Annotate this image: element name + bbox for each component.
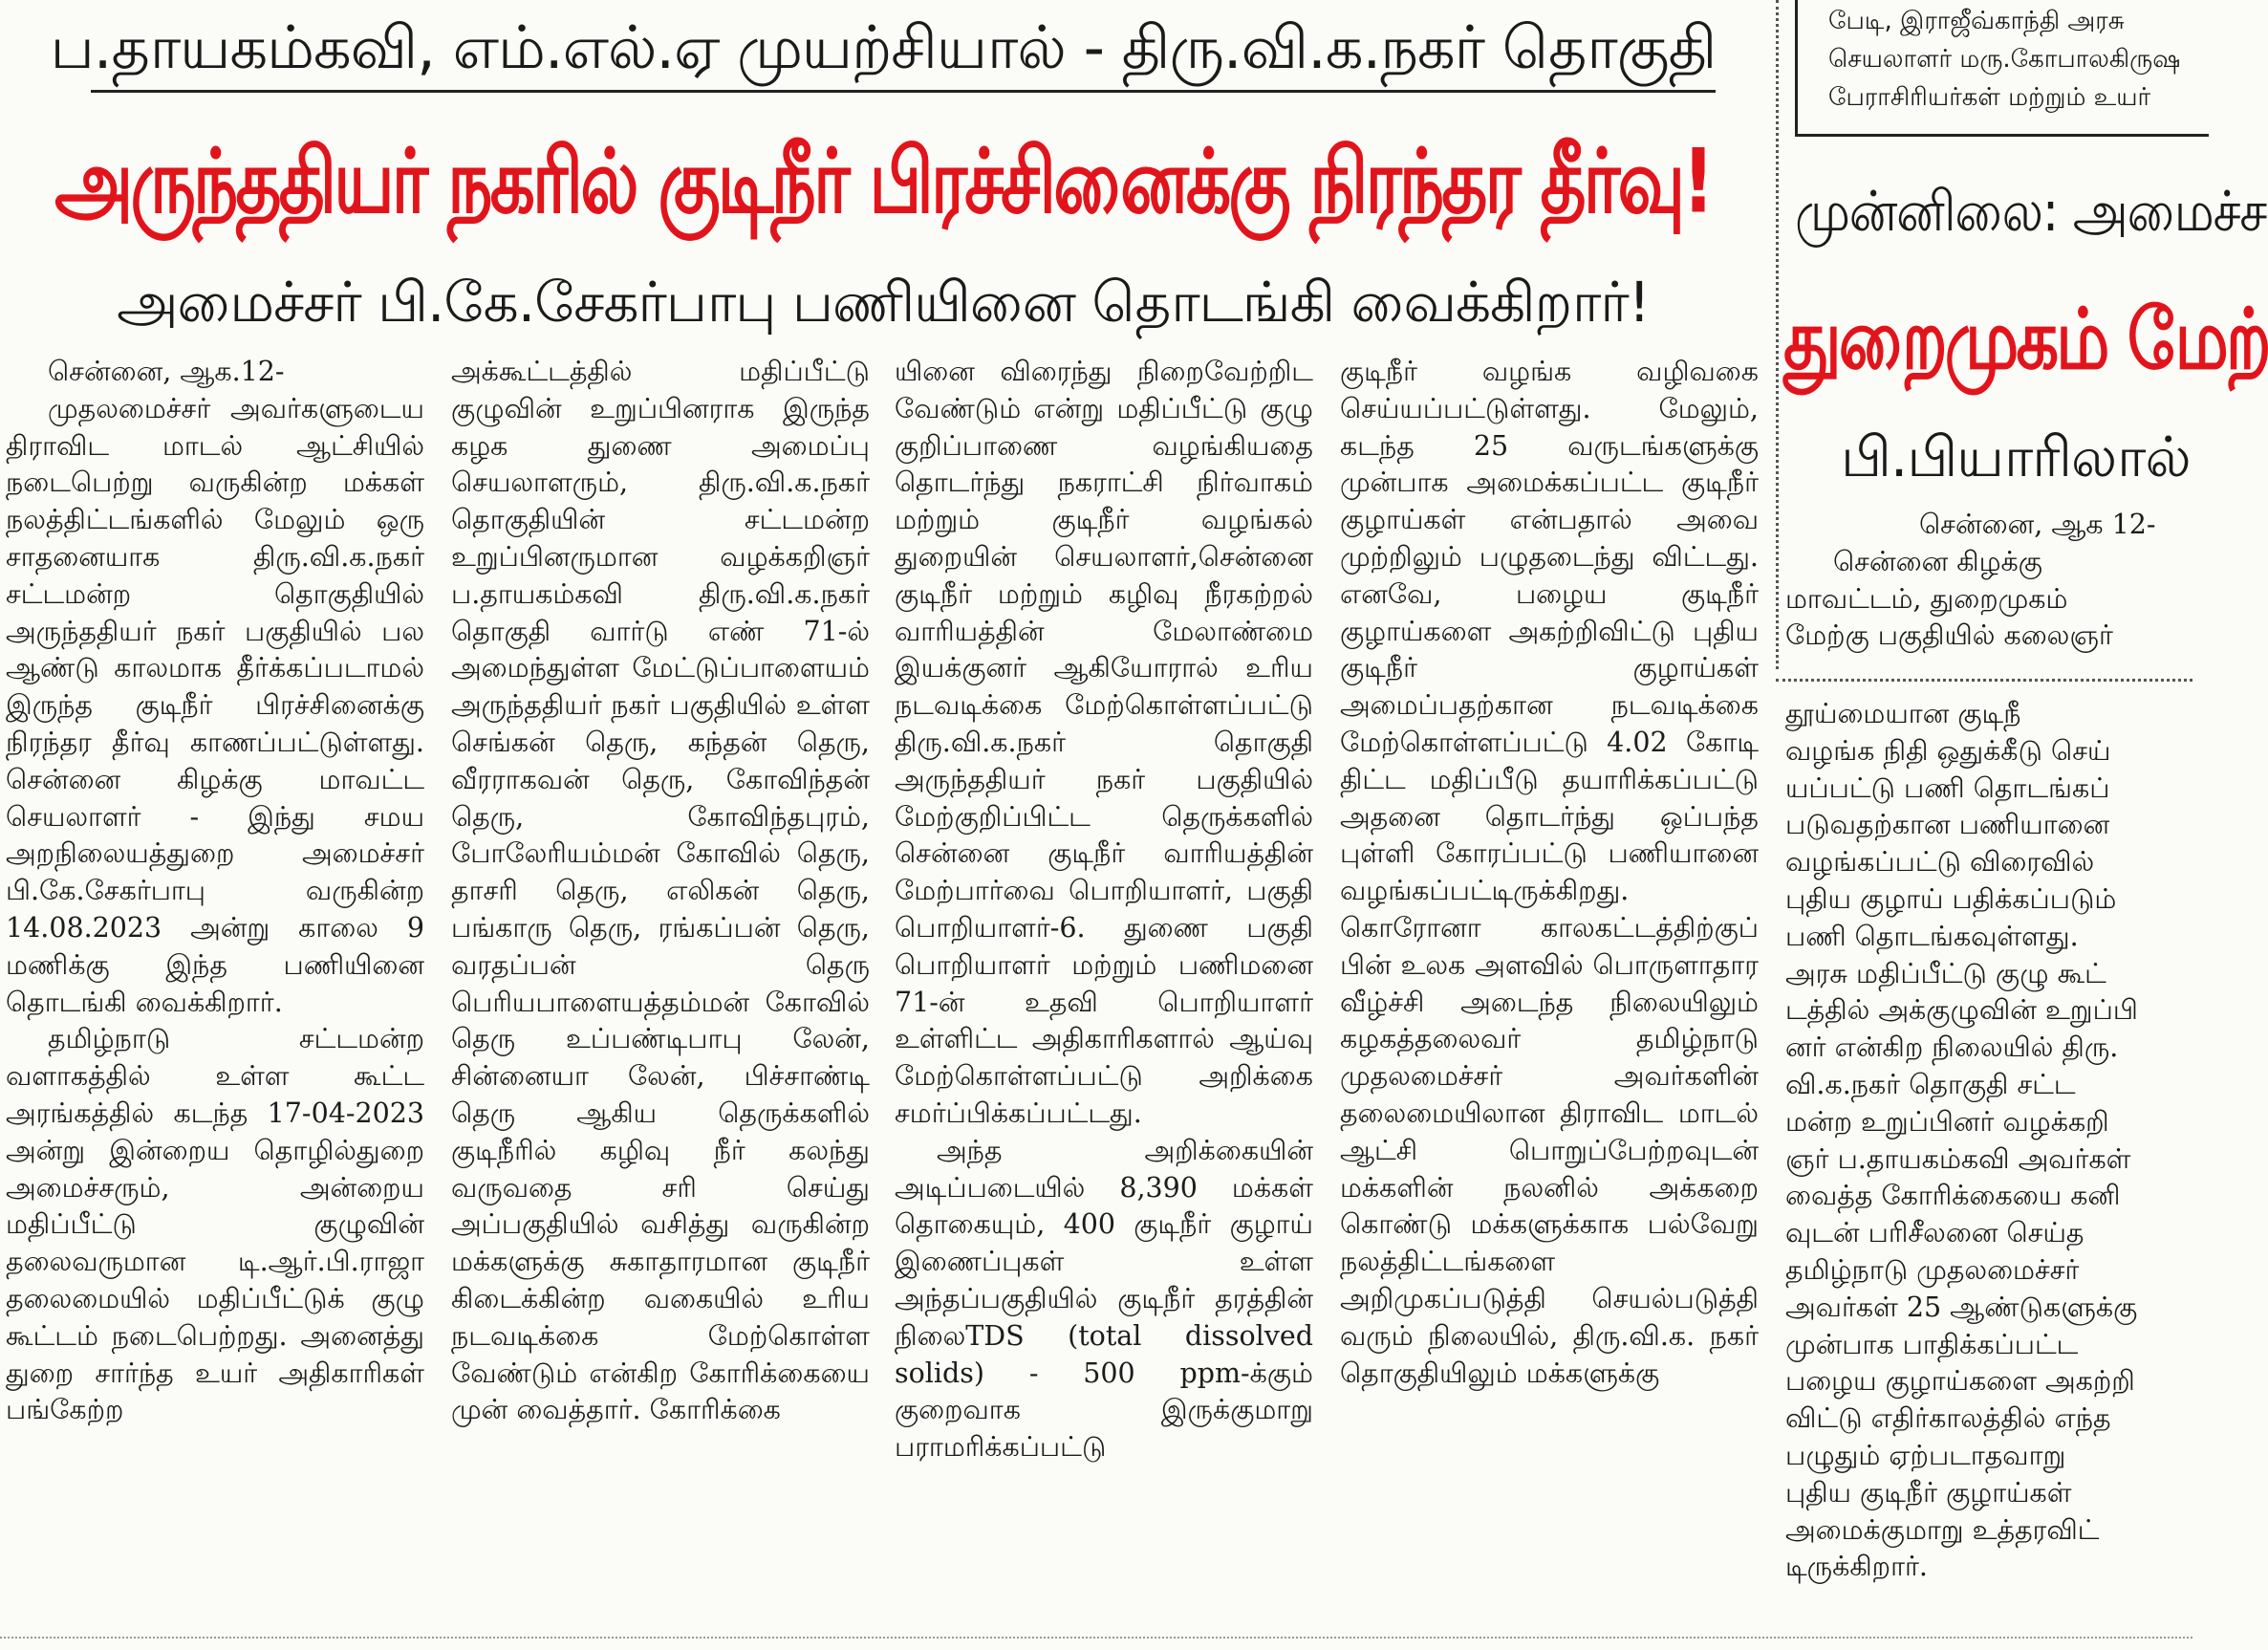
kicker-rule: [91, 90, 1716, 93]
side-line: அமைக்குமாறு உத்தரவிட்: [1785, 1513, 2100, 1546]
side-divider: [1776, 0, 1779, 669]
side-line: முன்பாக பாதிக்கப்பட்ட: [1785, 1328, 2079, 1360]
side-intro: [1785, 507, 2202, 655]
side-line: விட்டு எதிர்காலத்தில் எந்த: [1785, 1402, 2111, 1435]
side-line: தூய்மையான குடிநீ: [1785, 698, 2021, 729]
side-line: அவர்கள் 25 ஆண்டுகளுக்கு: [1785, 1291, 2138, 1323]
side-line: பணி தொடங்கவுள்ளது.: [1785, 920, 2079, 952]
dateline: சென்னை, ஆக.12-: [48, 356, 285, 387]
paragraph: முதலமைச்சர் அவர்களுடைய திராவிட மாடல் ஆட்சியில் நடைபெற்று வருகின்ற மக்கள் நலத்திட்டங்களில் மேலும் ஒரு சாதனையாக திரு.வி.க.நகர் சட்டமன்ற தொகுதியில் அருந்ததியர் நகர் பகுதியில் பல ஆண்டு காலமாக தீர்க்கப்படாமல் இருந்த குடிநீர் பிரச்சினைக்கு நிரந்தர தீர்வு காணப்பட்டுள்ளது. சென்னை கிழக்கு மாவட்ட செயலாளர் - இந்து சமய அறநிலையத்துறை அமைச்சர் பி.கே.சேகர்பாபு வருகின்ற 14.08.2023 அன்று காலை 9 மணிக்கு இந்த பணியினை தொடங்கி வைக்கிறார்.: [6, 392, 424, 1018]
side-line: னர் என்கிற நிலையில் திரு.: [1785, 1031, 2119, 1064]
side-line: பழுதும் ஏற்படாதவாறு: [1785, 1439, 2066, 1471]
side-line: வழங்கப்பட்டு விரைவில்: [1785, 846, 2095, 879]
side-byline: பி.பியாரிலால்: [1841, 424, 2191, 489]
side-line: சென்னை கிழக்கு: [1833, 545, 2042, 577]
side-headline: துறைமுகம் மேற்: [1783, 290, 2268, 389]
body-column-1: [6, 354, 424, 1635]
side-line: டிருக்கிறார்.: [1785, 1551, 1928, 1583]
body-column-3: [895, 354, 1313, 1635]
article-kicker: ப.தாயகம்கவி, எம்.எல்.ஏ முயற்சியால் - திரு.வி.க.நகர் தொகுதி: [50, 12, 1717, 82]
side-line: மாவட்டம், துறைமுகம்: [1785, 582, 2068, 615]
side-line: புதிய குடிநீர் குழாய்கள்: [1785, 1476, 2072, 1509]
side-line: வுடன் பரிசீலனை செய்த: [1785, 1217, 2084, 1249]
side-line: தமிழ்நாடு முதலமைச்சர்: [1785, 1253, 2080, 1286]
side-line: டத்தில் அக்குழுவின் உறுப்பி: [1785, 994, 2138, 1027]
paragraph: அக்கூட்டத்தில் மதிப்பீட்டு குழுவின் உறுப்பினராக இருந்த கழக துணை அமைப்பு செயலாளரும், திரு.வி.க.நகர் தொகுதியின் சட்டமன்ற உறுப்பினருமான வழக்கறிஞர் ப.தாயகம்கவி திரு.வி.க.நகர் தொகுதி வார்டு எண் 71-ல் அமைந்துள்ள மேட்டுப்பாளையம் அருந்ததியர் நகர் பகுதியில் உள்ள செங்கன் தெரு, கந்தன் தெரு, வீரராகவன் தெரு, கோவிந்தன் தெரு, கோவிந்தபுரம், போலேரியம்மன் கோவில் தெரு, தாசரி தெரு, எலிகன் தெரு, பங்காரு தெரு, ரங்கப்பன் தெரு, வரதப்பன் தெரு பெரியபாளையத்தம்மன் கோவில் தெரு உப்பண்டிபாபு லேன், சின்னையா லேன், பிச்சாண்டி தெரு ஆகிய தெருக்களில் குடிநீரில் கழிவு நீர் கலந்து வருவதை சரி செய்து அப்பகுதியில் வசித்து வருகின்ற மக்களுக்கு சுகாதாரமான குடிநீர் கிடைக்கின்ற வகையில் உரிய நடவடிக்கை மேற்கொள்ள வேண்டும் என்கிற கோரிக்கையை முன் வைத்தார். கோரிக்கை: [451, 356, 870, 1426]
side-rule: [1776, 679, 2192, 682]
side-kicker: முன்னிலை: அமைச்ச: [1795, 180, 2267, 245]
body-column-4: [1340, 354, 1759, 1635]
side-line: புதிய குழாய் பதிக்கப்படும்: [1785, 882, 2117, 915]
article-subhead: அமைச்சர் பி.கே.சேகர்பாபு பணியினை தொடங்கி வைக்கிறார்!: [117, 270, 1650, 335]
side-line: படுவதற்கான பணியானை: [1785, 809, 2110, 841]
side-body: [1785, 696, 2202, 1586]
side-line: வழங்க நிதி ஒதுக்கீடு செய்: [1785, 734, 2111, 767]
side-line: பழைய குழாய்களை அகற்றி: [1785, 1365, 2135, 1398]
paragraph: தமிழ்நாடு சட்டமன்ற வளாகத்தில் உள்ள கூட்ட அரங்கத்தில் கடந்த 17-04-2023 அன்று இன்றைய தொழில்துறை அமைச்சரும், அன்றைய மதிப்பீட்டு குழுவின் தலைவருமான டி.ஆர்.பி.ராஜா தலைமையில் மதிப்பீட்டுக் குழு கூட்டம் நடைபெற்றது. அனைத்து துறை சார்ந்த உயர் அதிகாரிகள் பங்கேற்ற: [6, 1023, 424, 1426]
paragraph: யினை விரைந்து நிறைவேற்றிட வேண்டும் என்று மதிப்பீட்டு குழு குறிப்பாணை வழங்கியதை தொடர்ந்து நகராட்சி நிர்வாகம் மற்றும் குடிநீர் வழங்கல் துறையின் செயலாளர்,சென்னை குடிநீர் மற்றும் கழிவு நீரகற்றல் வாரியத்தின் மேலாண்மை இயக்குனர் ஆகியோரால் உரிய நடவடிக்கை மேற்கொள்ளப்பட்டு திரு.வி.க.நகர் தொகுதி அருந்ததியர் நகர் பகுதியில் மேற்குறிப்பிட்ட தெருக்களில் சென்னை குடிநீர் வாரியத்தின் மேற்பார்வை பொறியாளர், பகுதி பொறியாளர்-6. துணை பகுதி பொறியாளர் மற்றும் பணிமனை 71-ன் உதவி பொறியாளர் உள்ளிட்ட அதிகாரிகளால் ஆய்வு மேற்கொள்ளப்பட்டு அறிக்கை சமர்ப்பிக்கப்பட்டது.: [895, 356, 1313, 1129]
body-column-2: [451, 354, 870, 1635]
box-line: பேராசிரியர்கள் மற்றும் உயர்: [1828, 83, 2151, 112]
side-line: வைத்த கோரிக்கையை கனி: [1785, 1180, 2121, 1212]
paragraph: குடிநீர் வழங்க வழிவகை செய்யப்பட்டுள்ளது. மேலும், கடந்த 25 வருடங்களுக்கு முன்பாக அமைக்கப்பட்ட குடிநீர் குழாய்கள் என்பதால் அவை முற்றிலும் பழுதடைந்து விட்டது. எனவே, பழைய குடிநீர் குழாய்களை அகற்றிவிட்டு புதிய குடிநீர் குழாய்கள் அமைப்பதற்கான நடவடிக்கை மேற்கொள்ளப்பட்டு 4.02 கோடி திட்ட மதிப்பீடு தயாரிக்கப்பட்டு அதனை தொடர்ந்து ஒப்பந்த புள்ளி கோரப்பட்டு பணியானை வழங்கப்பட்டிருக்கிறது. கொரோனா காலகட்டத்திற்குப் பின் உலக அளவில் பொருளாதார வீழ்ச்சி அடைந்த நிலையிலும் கழகத்தலைவர் தமிழ்நாடு முதலமைச்சர் அவர்களின் தலைமையிலான திராவிட மாடல் ஆட்சி பொறுப்பேற்றவுடன் மக்களின் நலனில் அக்கறை கொண்டு மக்களுக்காக பல்வேறு நலத்திட்டங்களை அறிமுகப்படுத்தி செயல்படுத்தி வரும் நிலையில், திரு.வி.க. நகர் தொகுதியிலும் மக்களுக்கு: [1340, 356, 1759, 1389]
side-boxed-text: [1795, 0, 2209, 137]
side-line: யப்பட்டு பணி தொடங்கப்: [1785, 771, 2110, 804]
side-line: மன்ற உறுப்பினர் வழக்கறி: [1785, 1105, 2109, 1138]
side-article: [1776, 0, 2268, 1650]
side-dateline: சென்னை, ஆக 12-: [1919, 509, 2156, 540]
page-bottom-rule: [0, 1637, 2192, 1639]
side-line: ஞர் ப.தாயகம்கவி அவர்கள்: [1785, 1142, 2131, 1175]
box-line: செயலாளர் மரு.கோபாலகிருஷ: [1828, 45, 2181, 74]
article-body: [6, 354, 1759, 1635]
side-line: அரசு மதிப்பீட்டு குழு கூட்: [1785, 957, 2106, 989]
side-line: வி.க.நகர் தொகுதி சட்ட: [1785, 1068, 2076, 1100]
side-line: மேற்கு பகுதியில் கலைஞர்: [1785, 619, 2113, 652]
paragraph: அந்த அறிக்கையின் அடிப்படையில் 8,390 மக்கள் தொகையும், 400 குடிநீர் குழாய் இணைப்புகள் உள்ள அந்தப்பகுதியில் குடிநீர் தரத்தின் நிலைTDS (total dissolved solids) - 500 ppm-க்கும் குறைவாக இருக்குமாறு பராமரிக்கப்பட்டு: [895, 1134, 1313, 1464]
article-headline: அருந்ததியர் நகரில் குடிநீர் பிரச்சினைக்கு நிரந்தர தீர்வு!: [54, 130, 1712, 233]
box-line: பேடி, இராஜீவ்காந்தி அரசு: [1828, 7, 2125, 35]
